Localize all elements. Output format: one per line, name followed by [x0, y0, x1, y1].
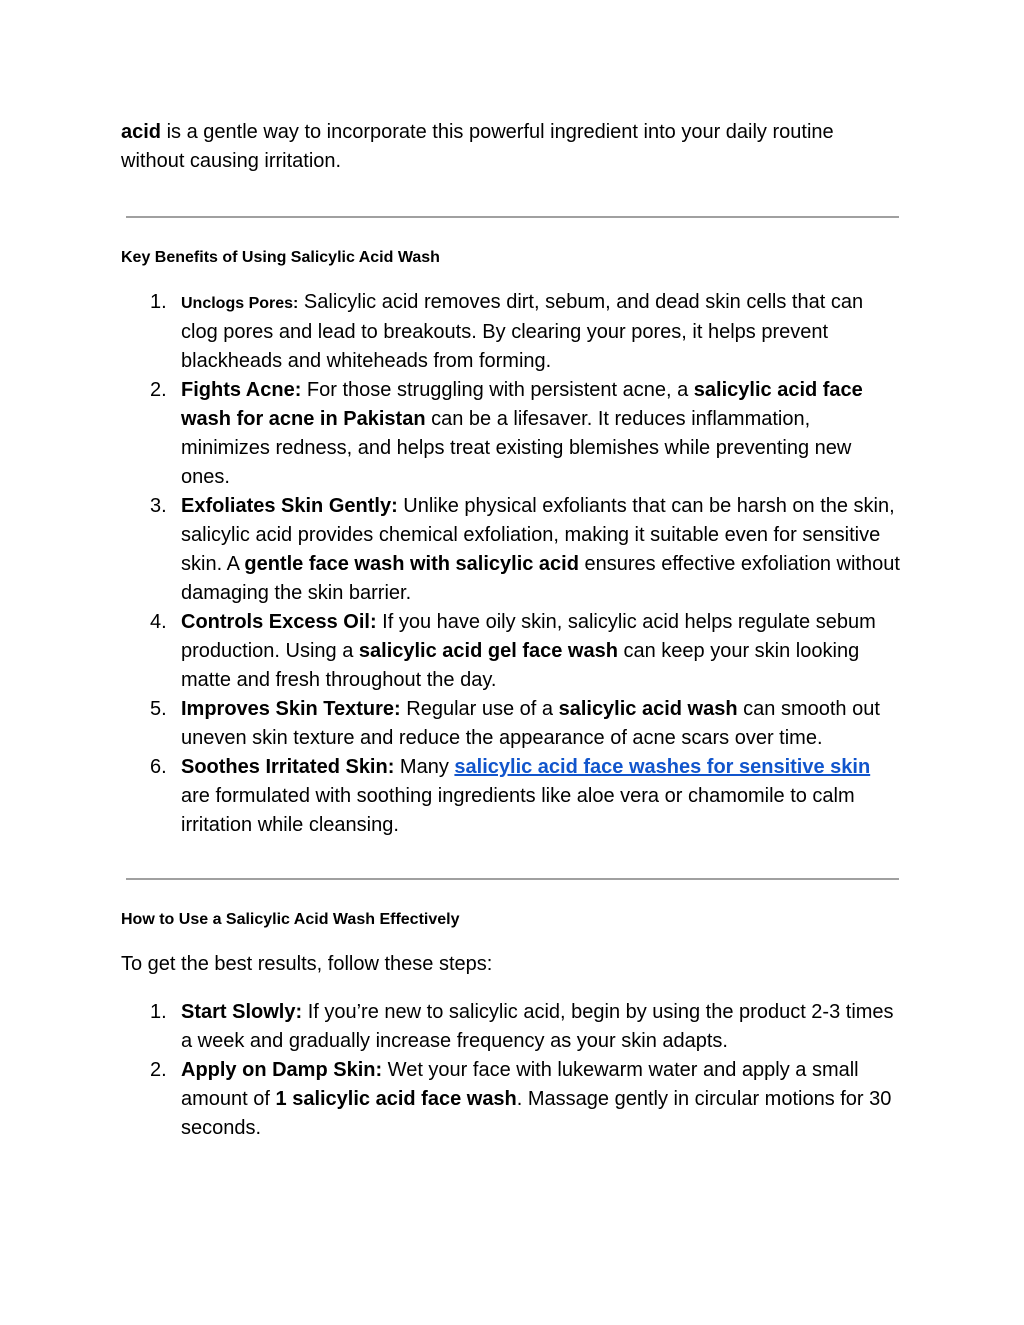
- item-text: Unlike physical exfoliants that can be harsh on the skin, salicylic acid provides chemical exfoliation, making it suitable even for sensitive skin. A: [181, 495, 895, 575]
- list-item: [121, 608, 901, 695]
- steps-lead: To get the best results, follow these steps:: [121, 953, 493, 975]
- sensitive-skin-link[interactable]: salicylic acid face washes for sensitive skin: [454, 756, 871, 778]
- list-item: [121, 492, 901, 608]
- intro-bold: acid: [121, 121, 162, 143]
- item-text: can keep your skin looking matte and fresh throughout the day.: [181, 640, 860, 691]
- item-text: can be a lifesaver. It reduces inflammation, minimizes redness, and helps treat existing blemishes while preventing new ones.: [181, 408, 852, 488]
- item-text: Regular use of a: [400, 698, 559, 720]
- list-item: [121, 1056, 901, 1143]
- list-item: [121, 288, 901, 376]
- section-heading-how-to: How to Use a Salicylic Acid Wash Effectively: [121, 911, 460, 928]
- item-text: . Massage gently in circular motions for 30 seconds.: [181, 1088, 892, 1139]
- item-text: are formulated with soothing ingredients like aloe vera or chamomile to calm irritation while cleansing.: [181, 785, 855, 836]
- intro-paragraph: [121, 118, 901, 176]
- steps-list: [121, 998, 901, 1143]
- item-text: For those struggling with persistent acne, a: [301, 379, 694, 401]
- item-keyword: salicylic acid face wash for acne in Pakistan: [181, 379, 863, 430]
- section-heading-benefits: Key Benefits of Using Salicylic Acid Wash: [121, 249, 440, 266]
- list-item: [121, 695, 901, 753]
- item-text: Wet your face with lukewarm water and apply a small amount of: [181, 1059, 859, 1110]
- item-text: If you’re new to salicylic acid, begin by using the product 2-3 times a week and gradually increase frequency as your skin adapts.: [181, 1001, 894, 1052]
- list-number: 1.: [150, 1001, 167, 1023]
- list-number: 3.: [150, 495, 167, 517]
- item-title: Unclogs Pores:: [181, 295, 299, 312]
- list-item: [121, 998, 901, 1056]
- list-number: 2.: [150, 379, 167, 401]
- item-title: Improves Skin Texture:: [181, 698, 401, 720]
- item-title: Apply on Damp Skin:: [181, 1059, 383, 1081]
- list-item: [121, 376, 901, 492]
- item-title: Exfoliates Skin Gently:: [181, 495, 398, 517]
- item-text: ensures effective exfoliation without damaging the skin barrier.: [181, 553, 900, 604]
- list-number: 6.: [150, 756, 167, 778]
- item-text: If you have oily skin, salicylic acid helps regulate sebum production. Using a: [181, 611, 876, 662]
- list-item: [121, 753, 901, 840]
- list-number: 2.: [150, 1059, 167, 1081]
- item-keyword: 1 salicylic acid face wash: [275, 1088, 517, 1110]
- item-keyword: salicylic acid wash: [558, 698, 738, 720]
- item-title: Soothes Irritated Skin:: [181, 756, 395, 778]
- list-number: 1.: [150, 291, 167, 313]
- item-keyword: salicylic acid gel face wash: [358, 640, 618, 662]
- item-text: can smooth out uneven skin texture and reduce the appearance of acne scars over time.: [181, 698, 880, 749]
- item-title: Fights Acne:: [181, 379, 302, 401]
- benefits-list: [121, 288, 901, 840]
- horizontal-rule: [126, 216, 899, 218]
- item-text: Many: [394, 756, 455, 778]
- item-keyword: gentle face wash with salicylic acid: [244, 553, 579, 575]
- list-number: 5.: [150, 698, 167, 720]
- item-text: Salicylic acid removes dirt, sebum, and dead skin cells that can clog pores and lead to breakouts. By clearing your pores, it helps prevent blackheads and whiteheads from forming.: [181, 291, 864, 372]
- item-title: Controls Excess Oil:: [181, 611, 377, 633]
- list-number: 4.: [150, 611, 167, 633]
- document-page: [121, 118, 901, 1143]
- intro-text: is a gentle way to incorporate this powerful ingredient into your daily routine without causing irritation.: [121, 121, 834, 172]
- horizontal-rule: [126, 878, 899, 880]
- item-title: Start Slowly:: [181, 1001, 303, 1023]
